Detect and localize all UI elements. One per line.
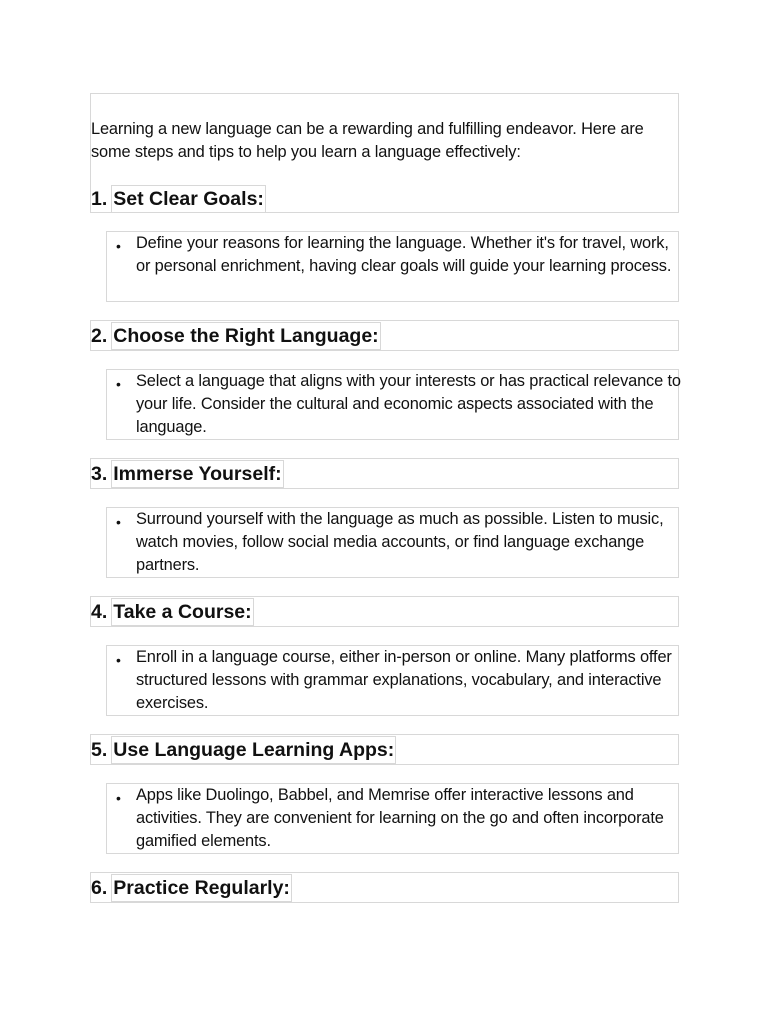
- section-number: 3.: [91, 462, 108, 485]
- bullet-icon: •: [116, 790, 121, 806]
- section-1-bullet-list: [106, 231, 679, 302]
- section-1-heading: [91, 185, 266, 213]
- section-title: Set Clear Goals:: [111, 185, 266, 213]
- section-number: 4.: [91, 600, 108, 623]
- section-2-heading: [90, 320, 679, 351]
- list-item: Apps like Duolingo, Babbel, and Memrise offer interactive lessons and activities. They are convenient for learning on the go and often incorporate gamified elements.: [136, 786, 664, 850]
- section-2-bullet-list: [106, 369, 679, 440]
- section-title: Practice Regularly:: [111, 874, 292, 902]
- section-3-bullet-list: [106, 507, 679, 578]
- bullet-icon: •: [116, 652, 121, 668]
- section-4-heading: [90, 596, 679, 627]
- section-number: 1.: [91, 188, 108, 210]
- section-5-bullet-list: [106, 783, 679, 854]
- list-item: Enroll in a language course, either in-person or online. Many platforms offer structured lessons with grammar explanations, vocabulary, and interactive exercises.: [136, 648, 672, 712]
- section-title: Immerse Yourself:: [111, 460, 283, 488]
- intro-block: [90, 93, 679, 213]
- bullet-icon: •: [116, 514, 121, 530]
- section-number: 5.: [91, 738, 108, 761]
- section-number: 2.: [91, 324, 108, 347]
- list-item: Surround yourself with the language as much as possible. Listen to music, watch movies, follow social media accounts, or find language exchange partners.: [136, 510, 664, 574]
- section-title: Use Language Learning Apps:: [111, 736, 396, 764]
- intro-paragraph: Learning a new language can be a rewarding and fulfilling endeavor. Here are some steps and tips to help you learn a language effectively:: [91, 120, 644, 161]
- bullet-icon: •: [116, 376, 121, 392]
- section-5-heading: [90, 734, 679, 765]
- document-body: [90, 93, 679, 903]
- section-6-heading: [90, 872, 679, 903]
- section-title: Take a Course:: [111, 598, 253, 626]
- section-3-heading: [90, 458, 679, 489]
- section-number: 6.: [91, 876, 108, 899]
- bullet-icon: •: [116, 238, 121, 254]
- section-4-bullet-list: [106, 645, 679, 716]
- list-item: Select a language that aligns with your interests or has practical relevance to your life. Consider the cultural and economic aspects associated with the language.: [136, 372, 681, 436]
- section-title: Choose the Right Language:: [111, 322, 380, 350]
- list-item: Define your reasons for learning the language. Whether it's for travel, work, or personal enrichment, having clear goals will guide your learning process.: [136, 234, 672, 275]
